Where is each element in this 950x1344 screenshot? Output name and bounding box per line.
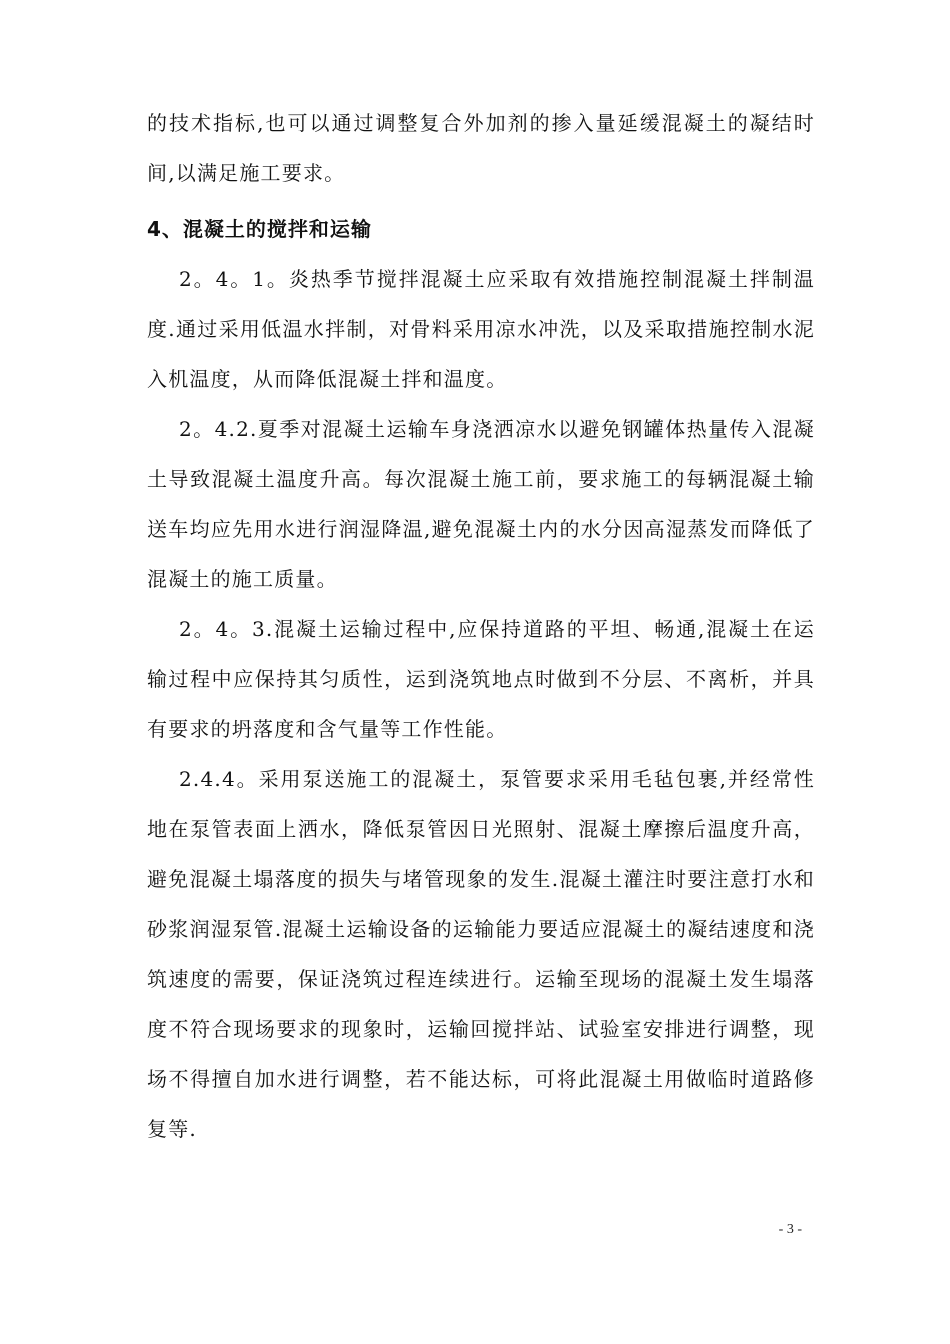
page-content (147, 98, 815, 1154)
paragraph-2-4-4: 2.4.4。采用泵送施工的混凝土，泵管要求采用毛毡包裹,并经常性地在泵管表面上洒水，降低泵管因日光照射、混凝土摩擦后温度升高，避免混凝土塌落度的损失与堵管现象的发生.混凝土灌注时要注意打水和砂浆润湿泵管.混凝土运输设备的运输能力要适应混凝土的凝结速度和浇筑速度的需要，保证浇筑过程连续进行。运输至现场的混凝土发生塌落度不符合现场要求的现象时，运输回搅拌站、试验室安排进行调整，现场不得擅自加水进行调整，若不能达标，可将此混凝土用做临时道路修复等. (147, 767, 815, 1141)
page-number: - 3 - (778, 1222, 802, 1237)
paragraph-2-4-1: 2。4。1。炎热季节搅拌混凝土应采取有效措施控制混凝土拌制温度.通过采用低温水拌制，对骨料采用凉水冲洗，以及采取措施控制水泥入机温度，从而降低混凝土拌和温度。 (147, 267, 815, 391)
intro-paragraph: 的技术指标,也可以通过调整复合外加剂的掺入量延缓混凝土的凝结时间,以满足施工要求。 (147, 111, 815, 185)
section-heading: 4、混凝土的搅拌和运输 (147, 217, 372, 241)
paragraph-2-4-2: 2。4.2.夏季对混凝土运输车身浇洒凉水以避免钢罐体热量传入混凝土导致混凝土温度升高。每次混凝土施工前，要求施工的每辆混凝土输送车均应先用水进行润湿降温,避免混凝土内的水分因高湿蒸发而降低了混凝土的施工质量。 (147, 417, 815, 591)
paragraph-2-4-3: 2。4。3.混凝土运输过程中,应保持道路的平坦、畅通,混凝土在运输过程中应保持其匀质性，运到浇筑地点时做到不分层、不离析，并具有要求的坍落度和含气量等工作性能。 (147, 617, 815, 741)
